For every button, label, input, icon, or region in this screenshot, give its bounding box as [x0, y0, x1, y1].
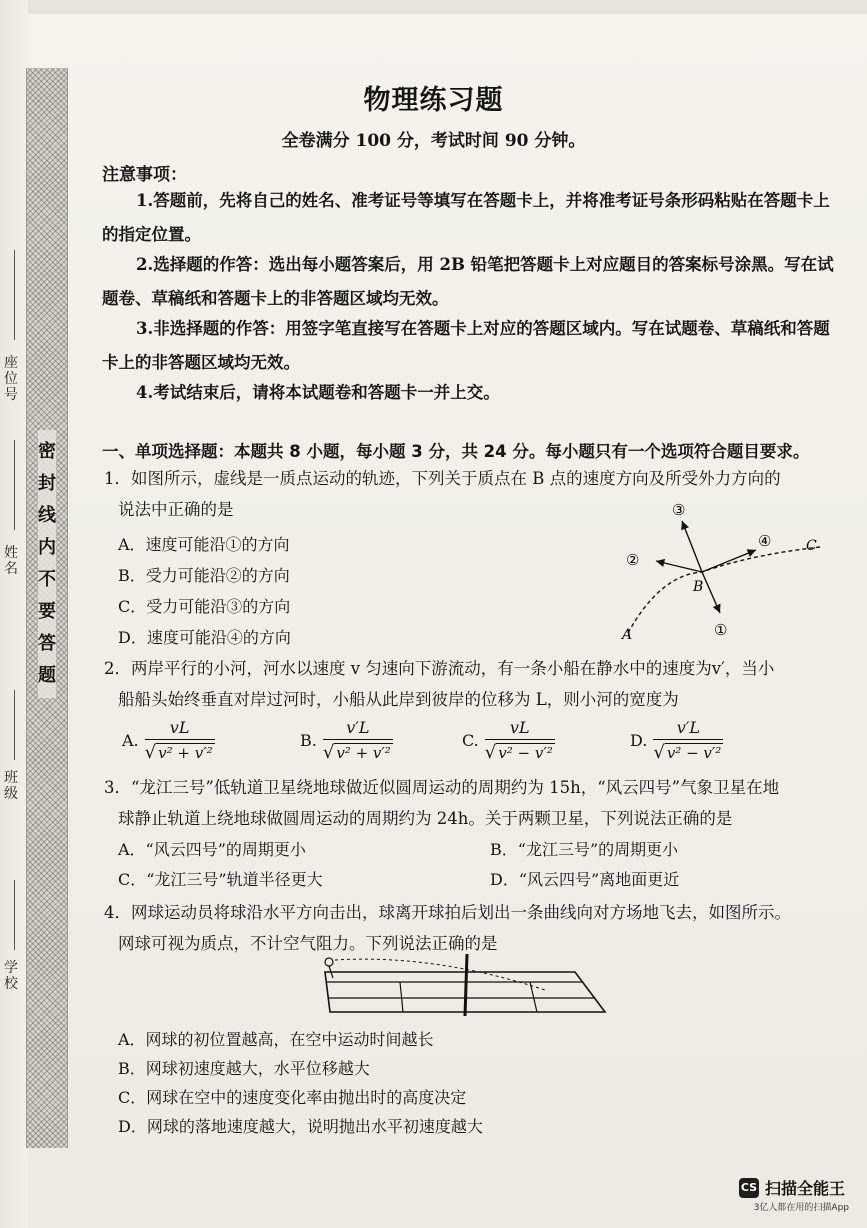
page-title: 物理练习题 [363, 85, 504, 116]
q1-option-d: D．速度可能沿④的方向 [118, 628, 291, 647]
figure-label: B [693, 579, 704, 595]
side-underline [14, 250, 15, 340]
arrow-1 [702, 572, 720, 613]
net [465, 954, 467, 1016]
note-item: 1.答题前，先将自己的姓名、准考证号等填写在答题卡上，并将准考证号条形码粘贴在答题卡上的指定位置。 [102, 191, 830, 244]
q3-option-a: A．“风云四号”的周期更小 [118, 840, 306, 859]
fraction-numerator: vL [169, 718, 190, 737]
side-field-class: 班级 [4, 770, 18, 802]
fraction-denominator: v² − v′² [666, 744, 722, 762]
q2-option-c: C. $\frac{vL}{\text{√ v² − v′²}}$ [462, 718, 553, 763]
side-field-seat: 座位号 [4, 355, 18, 403]
figure-label: C [806, 538, 817, 554]
court-line [530, 982, 537, 1012]
left-margin [0, 0, 28, 1228]
q3-option-d: D．“风云四号”离地面更近 [490, 870, 680, 889]
arrow-3 [682, 521, 702, 572]
q2-stem-line2: 船船头始终垂直对岸过河时，小船从此岸到彼岸的位移为 L，则小河的宽度为 [118, 690, 679, 709]
fraction-numerator: vL [509, 718, 530, 737]
note-item: 4.考试结束后，请将本试题卷和答题卡一并上交。 [136, 383, 500, 402]
option-letter: B. [300, 731, 317, 750]
q4-tennis-court-figure [305, 950, 615, 1018]
fraction-denominator: v² − v′² [498, 744, 553, 762]
q3-stem-line1: 3．“龙江三号”低轨道卫星绕地球做近似圆周运动的周期约为 15h，“风云四号”气象卫星在地 [104, 778, 780, 797]
scanner-watermark [739, 1176, 845, 1199]
note-item: 2.选择题的作答：选出每小题答案后，用 2B 铅笔把答题卡上对应题目的答案标号涂黑。写在试题卷、草稿纸和答题卡上的非答题区域均无效。 [102, 255, 834, 308]
option-letter: A. [122, 731, 139, 750]
q2-stem-line1: 2．两岸平行的小河，河水以速度 v 匀速向下游流动，有一条小船在静水中的速度为v′，当小 [104, 659, 775, 678]
note-item: 3.非选择题的作答：用签字笔直接写在答题卡上对应的答题区域内。写在试题卷、草稿纸和答题卡上的非答题区域均无效。 [102, 319, 830, 372]
figure-label: ③ [672, 501, 686, 519]
q4-option-c: C．网球在空中的速度变化率由抛出时的高度决定 [118, 1088, 467, 1107]
side-underline [14, 880, 15, 950]
side-underline [14, 440, 15, 530]
side-underline [14, 690, 15, 760]
figure-label: ② [626, 551, 640, 569]
q1-stem-line1: 1．如图所示，虚线是一质点运动的轨迹，下列关于质点在 B 点的速度方向及所受外力方向的 [104, 469, 781, 488]
q1-option-a: A．速度可能沿①的方向 [118, 535, 290, 554]
seal-text: 密封线内不要答题 [38, 430, 56, 698]
q2-option-d: D. $\frac{v'L}{\text{√ v² − v′²}}$ [630, 718, 722, 763]
q1-option-b: B．受力可能沿②的方向 [118, 566, 290, 585]
section-heading: 一、单项选择题：本题共 8 小题，每小题 3 分，共 24 分。每小题只有一个选项符合题目要求。 [102, 442, 810, 461]
arrow-4 [702, 550, 756, 572]
scanner-app-name: 扫描全能王 [764, 1179, 845, 1198]
q4-option-a: A．网球的初位置越高，在空中运动时间越长 [118, 1030, 434, 1049]
notes-heading: 注意事项： [102, 165, 187, 185]
court-line [400, 982, 403, 1012]
scan-top-edge [0, 0, 867, 14]
ball-path [335, 959, 545, 990]
q4-stem-line2: 网球可视为质点，不计空气阻力。下列说法正确的是 [118, 934, 498, 953]
camscanner-logo-icon: CS [739, 1178, 759, 1198]
option-letter: C. [462, 731, 479, 750]
q4-option-b: B．网球初速度越大，水平位移越大 [118, 1059, 370, 1078]
q1-trajectory-figure [600, 495, 840, 645]
side-field-name: 姓名 [4, 545, 18, 577]
page-subtitle: 全卷满分 100 分，考试时间 90 分钟。 [281, 131, 586, 151]
q2-option-b: B. $\frac{v'L}{\text{√ v² + v′²}}$ [300, 718, 391, 763]
q3-option-b: B．“龙江三号”的周期更小 [490, 840, 679, 859]
figure-label: ④ [758, 532, 772, 550]
q1-option-c: C．受力可能沿③的方向 [118, 597, 291, 616]
q4-option-d: D．网球的落地速度越大，说明抛出水平初速度越大 [118, 1117, 483, 1136]
figure-label: A [622, 627, 633, 643]
option-letter: D. [630, 731, 648, 750]
q1-stem-line2: 说法中正确的是 [118, 500, 234, 519]
q3-option-c: C．“龙江三号”轨道半径更大 [118, 870, 323, 889]
fraction-numerator: v′L [676, 718, 700, 737]
arrow-2 [656, 561, 702, 572]
q3-stem-line2: 球静止轨道上绕地球做圆周运动的周期约为 24h。关于两颗卫星，下列说法正确的是 [118, 809, 733, 828]
fraction-denominator: v² + v′² [158, 744, 213, 762]
side-field-school: 学校 [4, 960, 18, 992]
fraction-denominator: v² + v′² [336, 744, 391, 762]
figure-label: ① [714, 621, 728, 639]
scanner-tagline: 3亿人都在用的扫描App [753, 1203, 849, 1213]
q2-option-a: A. $\frac{vL}{\text{√ v² + v′²}}$ [122, 718, 213, 763]
fraction-numerator: v′L [346, 718, 370, 737]
racket-icon [325, 958, 333, 966]
q4-stem-line1: 4．网球运动员将球沿水平方向击出，球离开球拍后划出一条曲线向对方场地飞去，如图所示。 [104, 903, 791, 922]
